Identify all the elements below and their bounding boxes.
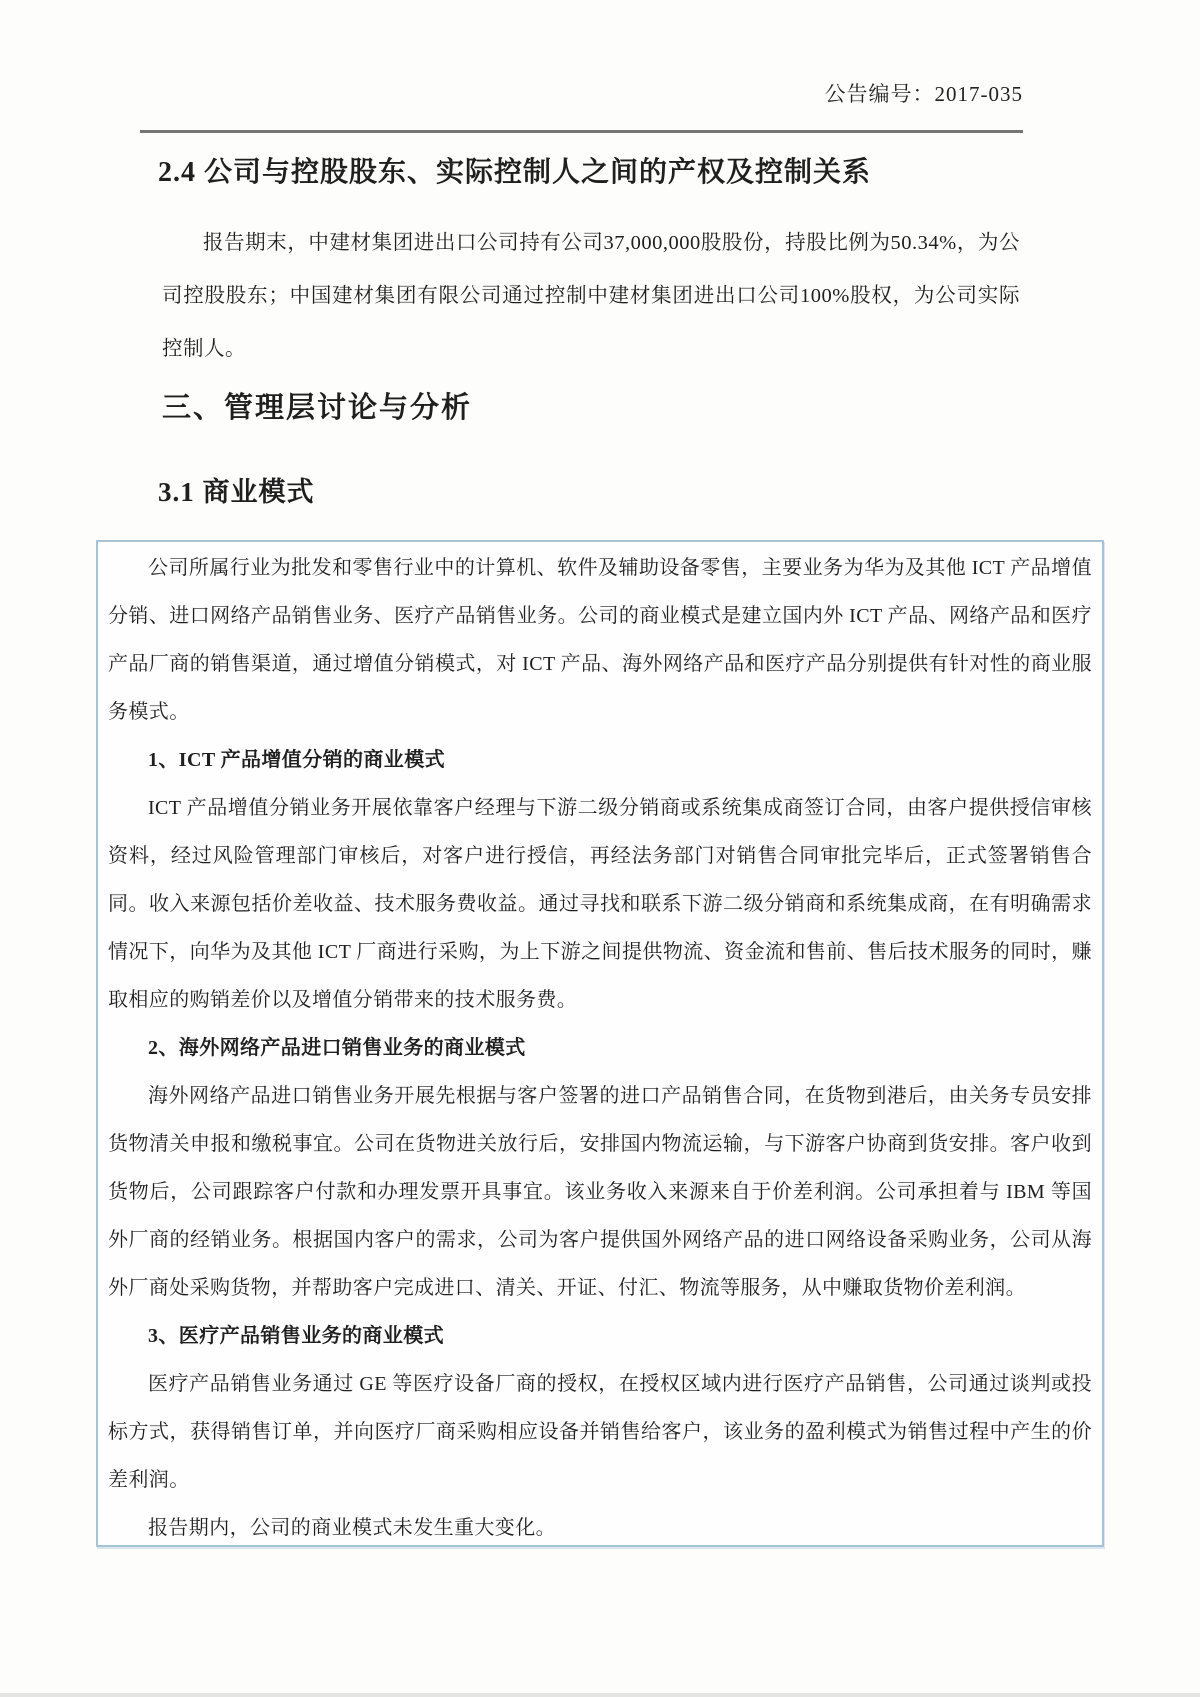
section-title-3: 三、管理层讨论与分析	[162, 392, 473, 424]
header-rule	[140, 130, 1023, 133]
ownership-paragraph: 报告期末，中建材集团进出口公司持有公司37,000,000股股份，持股比例为50.34%，为公司控股股东；中国建材集团有限公司通过控制中建材集团进出口公司100%股权，为公司实际控制人。	[162, 232, 1020, 360]
model-3-heading: 3、医疗产品销售业务的商业模式	[148, 1325, 444, 1347]
business-model-box	[96, 540, 1104, 1547]
box-intro-paragraph: 公司所属行业为批发和零售行业中的计算机、软件及辅助设备零售，主要业务为华为及其他 ICT 产品增值分销、进口网络产品销售业务、医疗产品销售业务。公司的商业模式是建立国内外 ICT 产品、网络产品和医疗产品厂商的销售渠道，通过增值分销模式，对 ICT 产品、海外网络产品和医疗产品分别提供有针对性的商业服务模式。	[108, 557, 1092, 723]
section-title-2-4: 2.4 公司与控股股东、实际控制人之间的产权及控制关系	[158, 157, 872, 188]
model-3-body: 医疗产品销售业务通过 GE 等医疗设备厂商的授权，在授权区域内进行医疗产品销售，公司通过谈判或投标方式，获得销售订单，并向医疗厂商采购相应设备并销售给客户，该业务的盈利模式为销售过程中产生的价差利润。	[108, 1373, 1092, 1491]
scan-edge	[0, 1693, 1200, 1697]
announcement-number: 公告编号：2017-035	[824, 82, 1023, 106]
box-closing-paragraph: 报告期内，公司的商业模式未发生重大变化。	[148, 1517, 556, 1539]
section-title-3-1: 3.1 商业模式	[158, 477, 315, 507]
model-2-heading: 2、海外网络产品进口销售业务的商业模式	[148, 1037, 526, 1059]
model-2-body: 海外网络产品进口销售业务开展先根据与客户签署的进口产品销售合同，在货物到港后，由关务专员安排货物清关申报和缴税事宜。公司在货物进关放行后，安排国内物流运输，与下游客户协商到货安排。客户收到货物后，公司跟踪客户付款和办理发票开具事宜。该业务收入来源来自于价差利润。公司承担着与 IBM 等国外厂商的经销业务。根据国内客户的需求，公司为客户提供国外网络产品的进口网络设备采购业务，公司从海外厂商处采购货物，并帮助客户完成进口、清关、开证、付汇、物流等服务，从中赚取货物价差利润。	[108, 1085, 1092, 1299]
model-1-heading: 1、ICT 产品增值分销的商业模式	[148, 749, 446, 771]
model-1-body: ICT 产品增值分销业务开展依靠客户经理与下游二级分销商或系统集成商签订合同，由客户提供授信审核资料，经过风险管理部门审核后，对客户进行授信，再经法务部门对销售合同审批完毕后，正式签署销售合同。收入来源包括价差收益、技术服务费收益。通过寻找和联系下游二级分销商和系统集成商，在有明确需求情况下，向华为及其他 ICT 厂商进行采购，为上下游之间提供物流、资金流和售前、售后技术服务的同时，赚取相应的购销差价以及增值分销带来的技术服务费。	[108, 797, 1092, 1011]
